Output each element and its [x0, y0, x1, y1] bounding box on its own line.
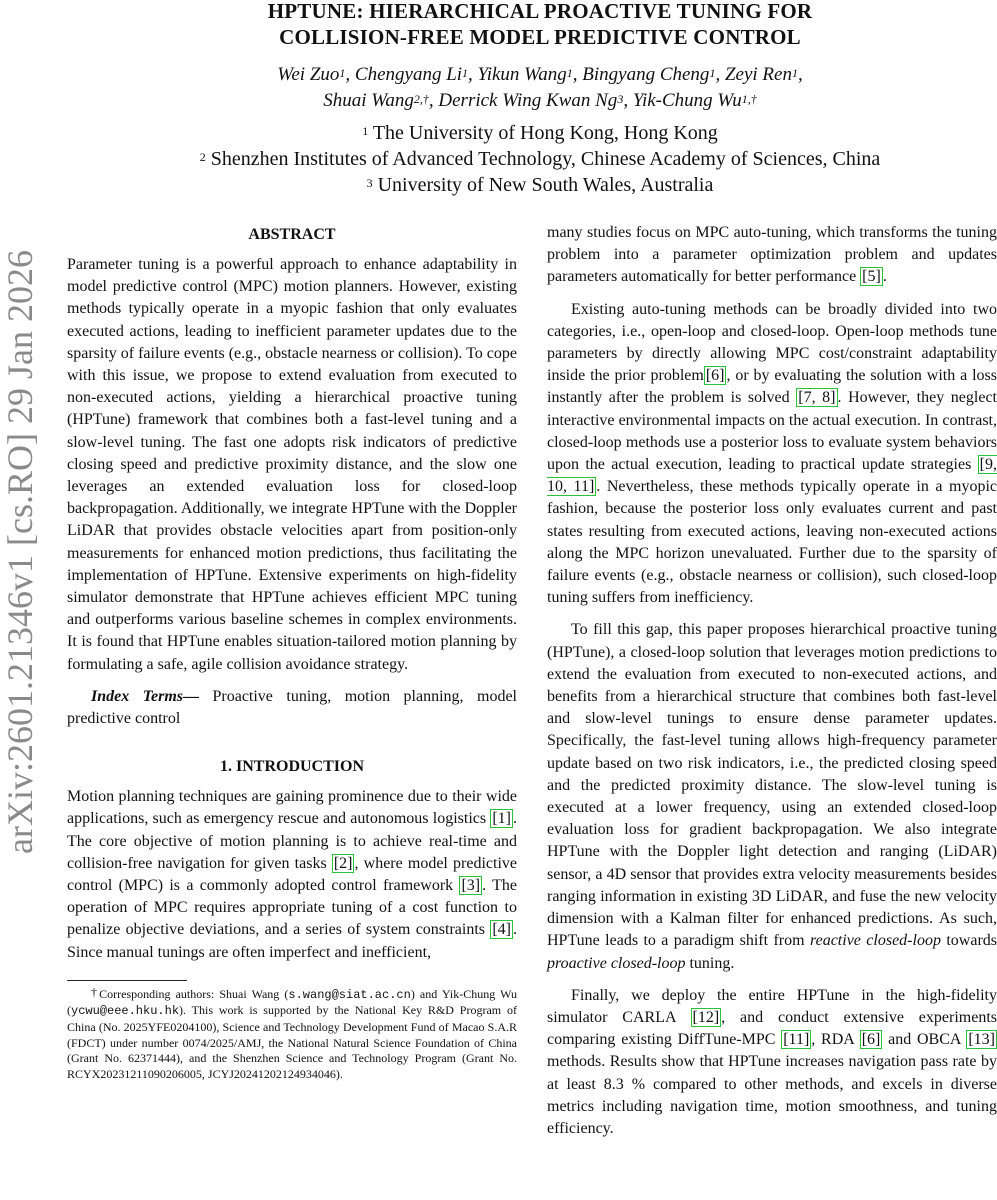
citation-link[interactable]: [2]	[333, 854, 353, 872]
citation-link[interactable]: [11]	[783, 1031, 810, 1049]
author-name: Derrick Wing Kwan Ng	[438, 90, 618, 111]
author-name: Wei Zuo	[277, 64, 340, 85]
author-list	[140, 62, 940, 114]
author-affil-sup: 1	[566, 66, 573, 80]
body-paragraph: Existing auto-tuning methods can be broadly divided into two categories, i.e., open-loop and closed-loop. Open-loop methods tune parameters by directly allowing MPC cost/constraint adaptability inside the prior problem [6] , or by evaluating the solution with a loss instantly after the problem is solved [7, 8] . However, they neglect interactive environmental impacts on the actual execution. In contrast, closed-loop methods use a posterior loss to evaluate system behaviors upon the actual execution, leading to practical update strategies [9, 10, 11] . Nevertheless, these methods typically operate in a myopic fashion, because the posterior loss only evaluates current and past states resulting from executed actions, leaving non-executed actions along the MPC horizon unevaluated. Further due to the sparsity of failure events (e.g., obstacle nearness or collision), such closed-loop tuning suffers from inefficiency.	[547, 300, 997, 607]
citation-link[interactable]: [5]	[862, 268, 881, 286]
affiliation-sup: 2	[199, 150, 206, 164]
author-name: Shuai Wang	[323, 90, 414, 111]
affiliation	[140, 172, 940, 198]
arxiv-side-identifier: arXiv:2601.21346v1 [cs.RO] 29 Jan 2026	[0, 250, 40, 854]
email-link[interactable]: ycwu@eee.hku.hk	[71, 1004, 180, 1019]
author-affil-sup: 1	[339, 66, 346, 80]
author-name: Zeyi Ren	[724, 64, 792, 85]
author-affil-sup: 3	[617, 92, 624, 106]
affiliation-list	[140, 120, 940, 198]
footnote-mark: †	[91, 984, 100, 999]
author-name: Chengyang Li	[354, 64, 463, 85]
citation-link[interactable]: [1]	[492, 810, 511, 828]
right-column	[547, 222, 997, 1140]
body-paragraph: To fill this gap, this paper proposes hierarchical proactive tuning (HPTune), a closed-loop solution that leverages motion predictions to extend the evaluation from executed to non-executed actions, and benefits from a hierarchical structure that combines both fast-level and slow-level tunings to ensure dense parameter updates. Specifically, the fast-level tuning allows high-frequency parameter update based on two risk indicators, i.e., the predicted closing speed and the predicted proximity distance. The slow-level tuning is executed at a lower frequency, using an extended closed-loop evaluation loss for gradient backpropagation. We also integrate HPTune with the Doppler light detection and ranging (LiDAR) sensor, a 4D sensor that provides extra velocity measurements besides ranging information in existing 3D LiDAR, and fuse the new velocity dimension with a Kalman filter for enhanced predictions. As such, HPTune leads to a paradigm shift from reactive closed-loop towards proactive closed-loop tuning.	[547, 621, 997, 972]
left-column	[67, 222, 517, 1082]
author-line-1: Wei Zuo$^1$, Chengyang Li$^1$, Yikun Wang$^1$, Bingyang Cheng$^1$, Zeyi Ren$^1$,	[277, 64, 803, 85]
citation-link[interactable]: [6]	[861, 1031, 881, 1049]
email-link[interactable]: s.wang@siat.ac.cn	[288, 987, 411, 1002]
citation-link[interactable]: [6]	[705, 367, 725, 385]
title-line-2: COLLISION-FREE MODEL PREDICTIVE CONTROL	[279, 25, 801, 49]
author-affil-sup: 2,†	[413, 92, 429, 106]
author-affil-sup: 1	[462, 66, 469, 80]
intro-paragraph: Motion planning techniques are gaining prominence due to their wide applications, such as emergency rescue and autonomous logistics [1] . The core objective of motion planning is to achieve real-time and collision-free navigation for given tasks [2] , where model predictive control (MPC) is a commonly adopted control framework [3] . The operation of MPC requires appropriate tuning of a cost function to penalize objective deviations, and a series of system constraints [4] . Since manual tunings are often imperfect and inefficient,	[67, 788, 518, 961]
citation-link[interactable]: [12]	[692, 1008, 720, 1026]
affiliation	[140, 146, 940, 172]
author-line-2: Shuai Wang$^{2,\dagger}$, Derrick Wing Kwan Ng$^3$, Yik-Chung $Wu^{1,\dagger}$	[323, 90, 757, 111]
author-affil-sup: 1,†	[741, 92, 757, 106]
author-name: Yik-Chung Wu	[632, 90, 742, 111]
introduction-heading: 1. INTRODUCTION	[219, 758, 364, 776]
citation-link[interactable]: [4]	[492, 921, 511, 939]
index-terms-label: Index Terms—	[91, 687, 200, 705]
citation-link[interactable]: [7, 8]	[798, 389, 836, 407]
abstract-heading: ABSTRACT	[248, 226, 336, 243]
affiliation	[140, 120, 940, 146]
footnote-divider	[67, 980, 187, 981]
author-name: Bingyang Cheng	[582, 64, 710, 85]
affiliation-text: University of New South Wales, Australia	[377, 174, 714, 196]
citation-link[interactable]: [13]	[968, 1031, 995, 1049]
body-paragraph: many studies focus on MPC auto-tuning, which transforms the tuning problem into a parameter optimization problem and updates parameters automatically for better performance [5] .	[547, 224, 997, 286]
affiliation-sup: 3	[366, 176, 373, 190]
affiliation-text: Shenzhen Institutes of Advanced Technology, Chinese Academy of Sciences, China	[210, 148, 881, 170]
author-affil-sup: 1	[709, 66, 716, 80]
abstract-body: Parameter tuning is a powerful approach to enhance adaptability in model predictive control (MPC) motion planners. However, existing methods typically operate in a myopic fashion that only evaluates executed actions, leading to inefficient parameter updates due to the sparsity of failure events (e.g., obstacle nearness or collision). To cope with this issue, we propose to extend evaluation from executed to non-executed actions, yielding a hierarchical proactive tuning (HPTune) framework that combines both a fast-level tuning and a slow-level tuning. The fast one adopts risk indicators of predictive closing speed and predictive proximity distance, and the slow one leverages an extended evaluation loss for closed-loop backpropagation. Additionally, we integrate HPTune with the Doppler LiDAR that provides obstacle velocities apart from position-only measurements for enhanced motion predictions, thus facilitating the implementation of HPTune. Extensive experiments on high-fidelity simulator demonstrate that HPTune achieves efficient MPC tuning and outperforms various baseline schemes in complex environments. It is found that HPTune enables situation-tailored motion planning by formulating a safe, agile collision avoidance strategy.	[67, 256, 517, 673]
affiliation-text: The University of Hong Kong, Hong Kong	[372, 122, 718, 144]
index-terms-text: Proactive tuning, motion planning, model predictive control	[67, 687, 518, 728]
citation-link[interactable]: [9, 10, 11]	[547, 456, 997, 496]
body-paragraph: Finally, we deploy the entire HPTune in the high-fidelity simulator CARLA [12] , and conduct extensive experiments comparing existing DiffTune-MPC [11] , RDA [6] and OBCA [13] methods. Results show that HPTune increases navigation pass rate by at least 8.3 % compared to other methods, and excels in diverse metrics including navigation time, motion smoothness, and tuning efficiency.	[547, 986, 997, 1137]
citation-link[interactable]: [3]	[461, 877, 481, 895]
author-name: Yikun Wang	[477, 64, 567, 85]
paper-title	[140, 0, 940, 50]
author-affil-sup: 1	[791, 66, 798, 80]
index-terms	[67, 686, 517, 730]
footnote: †Corresponding authors: Shuai Wang (s.wang@siat.ac.cn) and Yik-Chung Wu (ycwu@eee.hku.hk). This work is supported by the National Key R&D Program of China (No. 2025YFE0204100), Science and Technology Development Fund of Macao S.A.R (FDCT) under number 0074/2025/AMJ, the National Natural Science Foundation of China (Grant No. 62371444), and the Shenzhen Science and Technology Program (Grant No. RCYX20231211090206005, JCYJ20241202124934046).	[67, 984, 518, 1081]
title-line-1: HPTUNE: HIERARCHICAL PROACTIVE TUNING FOR	[267, 0, 813, 23]
affiliation-sup: 1	[362, 124, 369, 138]
